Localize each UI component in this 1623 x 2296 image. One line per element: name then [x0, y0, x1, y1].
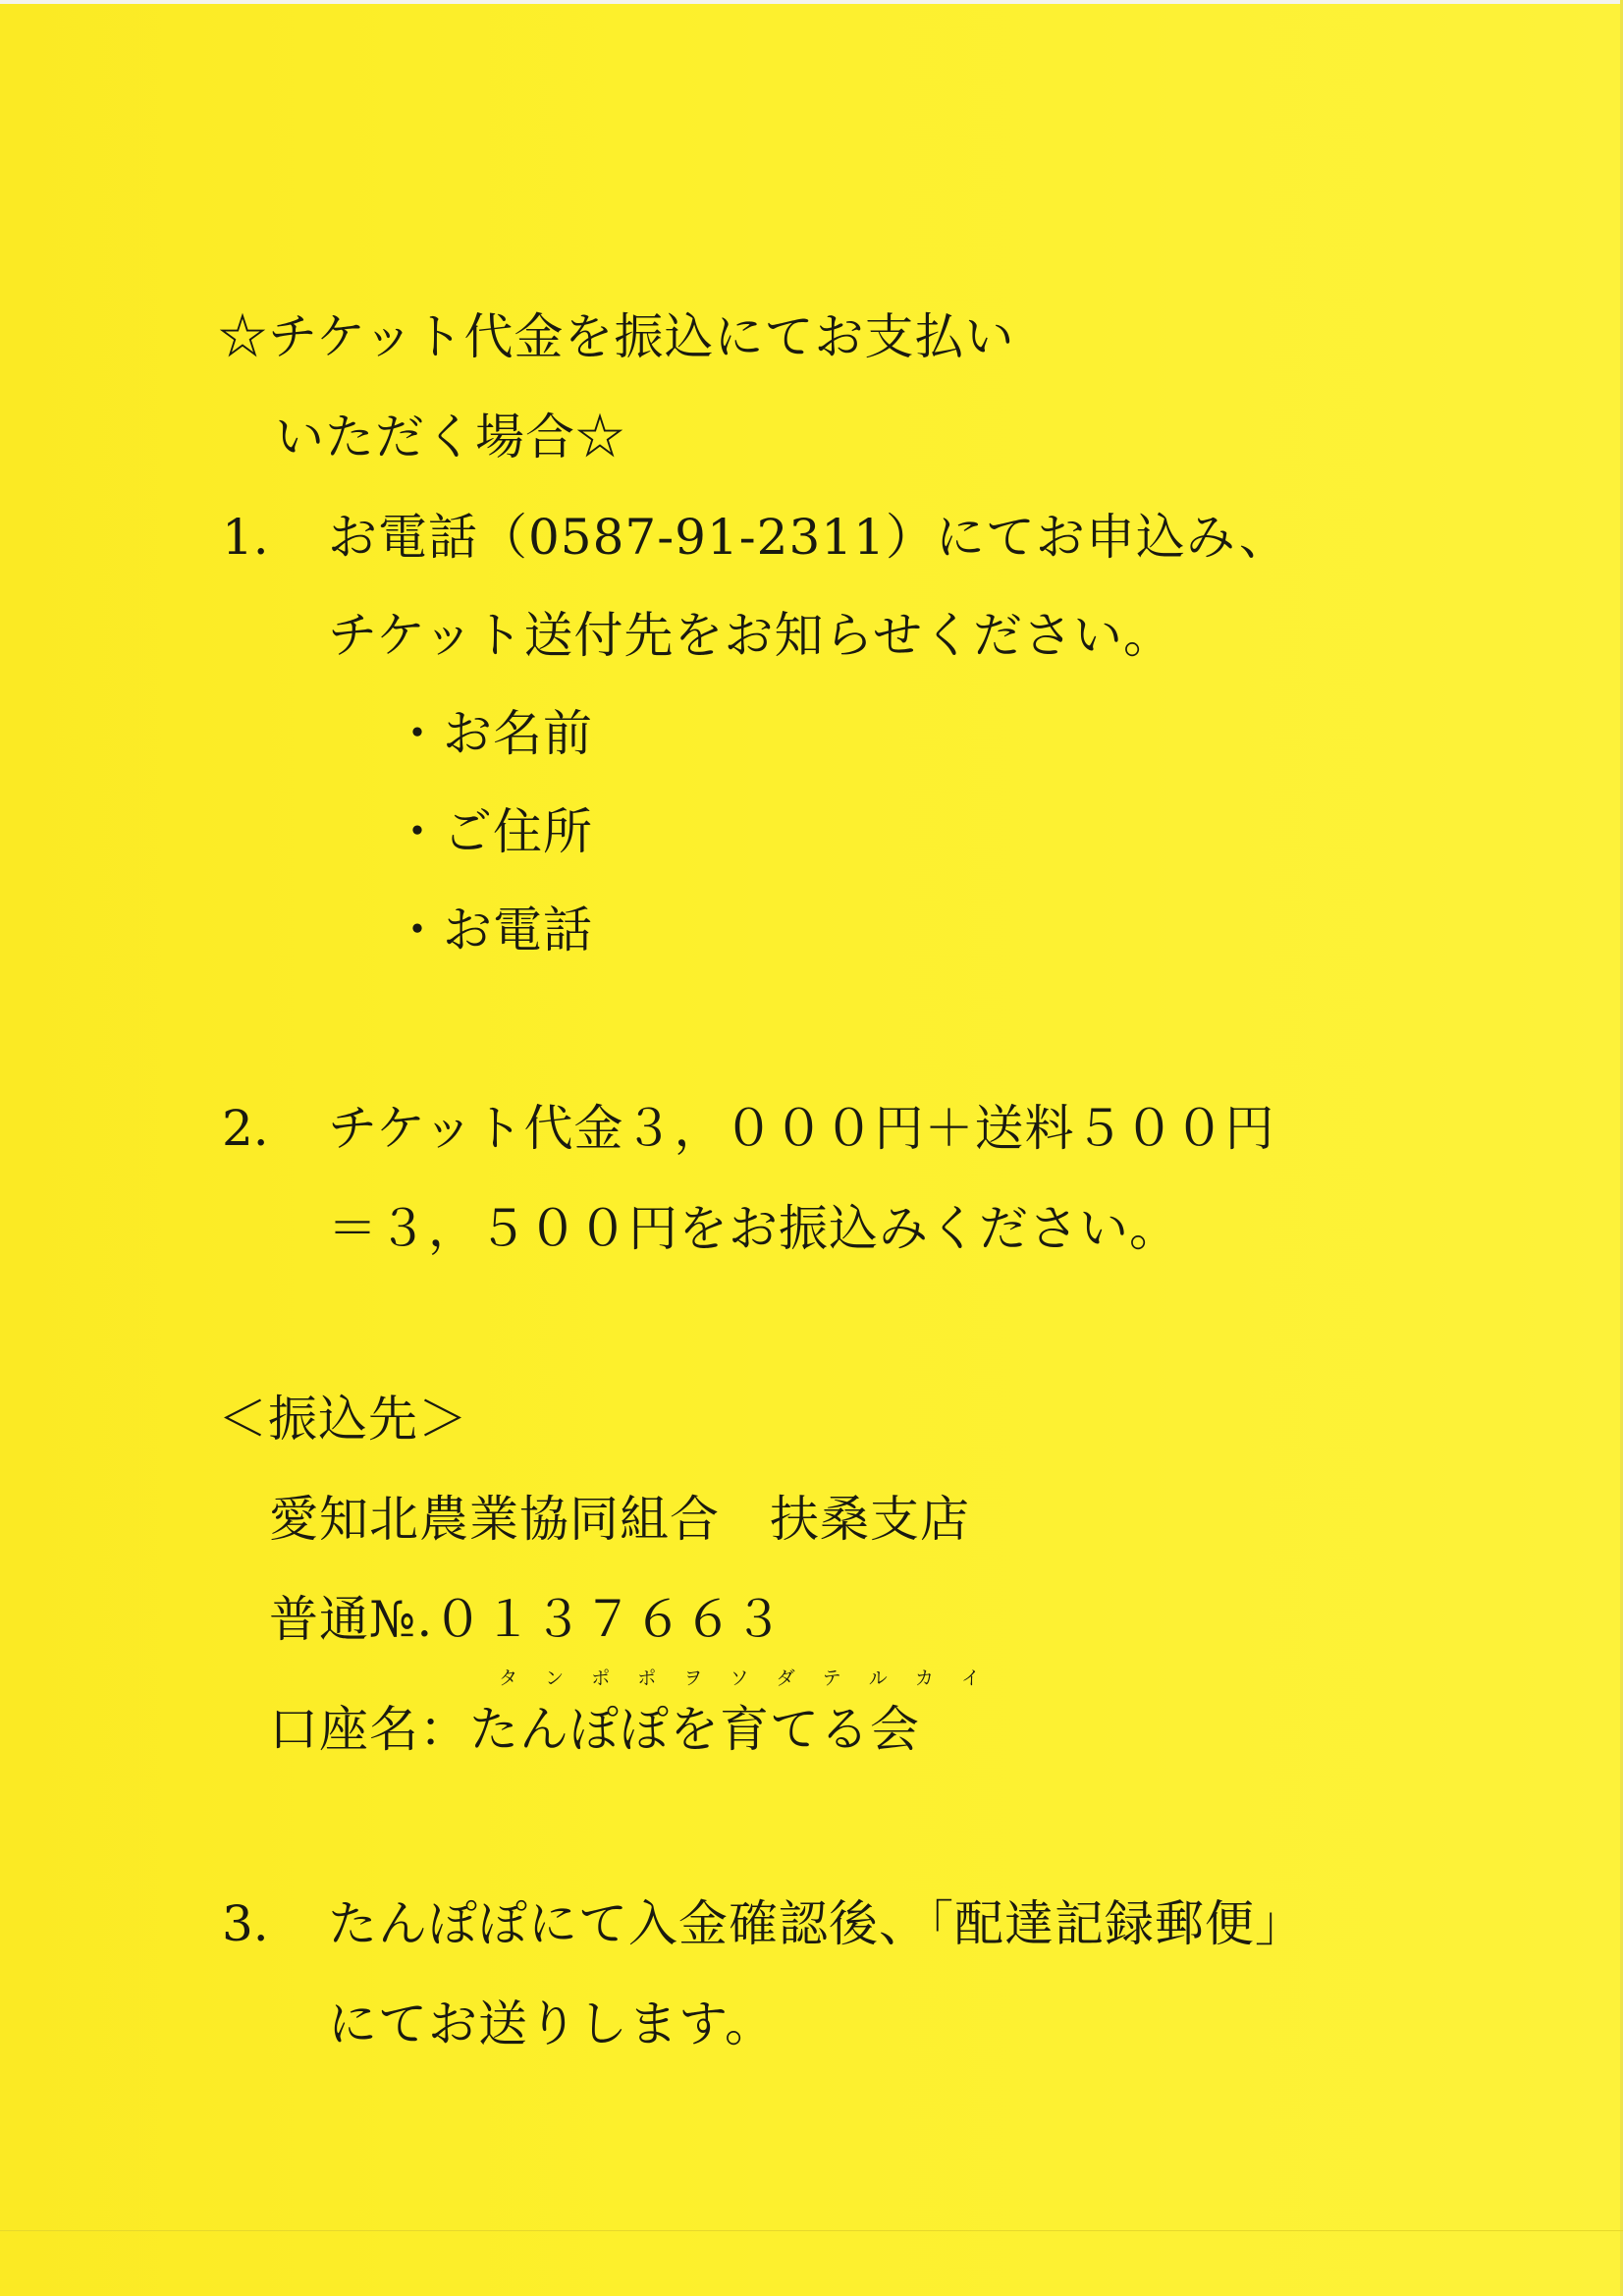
reading-char: ポ [637, 1667, 657, 1689]
step-1-line-2: チケット送付先をお知らせください。 [328, 607, 1173, 664]
reading-char: ポ [591, 1667, 611, 1689]
step-1-number: 1. [222, 509, 269, 566]
reading-char: ソ [730, 1667, 749, 1689]
page-top-edge [0, 0, 1623, 4]
reading-char: テ [822, 1667, 841, 1689]
transfer-account-number: 普通№.０１３７６６３ [269, 1591, 784, 1648]
step-3-number: 3. [222, 1895, 269, 1952]
reading-char: ン [545, 1667, 565, 1689]
reading-char: ル [868, 1667, 888, 1689]
transfer-account-name: 口座名：たんぽぽを育てる会 [269, 1701, 920, 1758]
step-1-item-name: ・お名前 [393, 705, 593, 762]
account-name-reading [499, 1669, 980, 1688]
step-2-line-2: ＝３，５００円をお振込みください。 [328, 1200, 1179, 1257]
heading-line-2: いただく場合☆ [275, 409, 625, 465]
reading-char: イ [960, 1667, 980, 1689]
heading-line-1: ☆チケット代金を振込にてお支払い [218, 308, 1015, 365]
reading-char: カ [914, 1667, 934, 1689]
step-1-line-1: お電話（0587-91-2311）にてお申込み、 [328, 509, 1289, 566]
step-3-line-2: にてお送りします。 [328, 1995, 775, 2052]
step-2-number: 2. [222, 1100, 269, 1157]
reading-char: ヲ [683, 1667, 703, 1689]
step-1-item-phone: ・お電話 [393, 902, 593, 958]
page-fold-line [0, 2230, 1623, 2231]
step-1-item-address: ・ご住所 [393, 803, 593, 860]
transfer-bank: 愛知北農業協同組合 扶桑支店 [269, 1491, 970, 1548]
step-2-line-1: チケット代金３，０００円＋送料５００円 [328, 1100, 1275, 1157]
transfer-heading: ＜振込先＞ [218, 1391, 468, 1448]
reading-char: ダ [776, 1667, 795, 1689]
step-3-line-1: たんぽぽにて入金確認後、「配達記録郵便」 [328, 1895, 1305, 1952]
reading-char: タ [499, 1667, 518, 1689]
